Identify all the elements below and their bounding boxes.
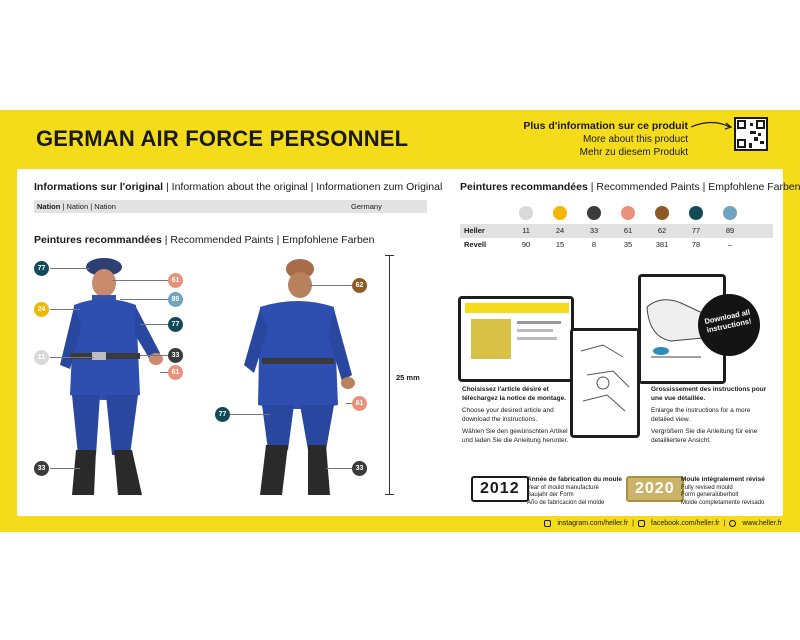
step2-en: Enlarge the instructions for a more detailed view. bbox=[651, 407, 751, 423]
badge-belt: 33 bbox=[168, 348, 183, 363]
download-all-badge[interactable]: Download all instructions! bbox=[692, 288, 766, 362]
step1-en: Choose your desired article and download the instructions. bbox=[462, 407, 554, 423]
tablet-screen-2 bbox=[570, 328, 640, 438]
badge-left-24: 24 bbox=[34, 302, 49, 317]
paint-table bbox=[460, 224, 773, 252]
heller-row bbox=[460, 224, 773, 238]
nation-value: Germany bbox=[351, 202, 382, 211]
heller-cell: 24 bbox=[555, 226, 565, 235]
page-title: GERMAN AIR FORCE PERSONNEL bbox=[36, 126, 409, 151]
paint-swatch bbox=[621, 206, 635, 220]
original-info-heading-rest: | Information about the original | Informationen zum Original bbox=[163, 181, 443, 193]
instagram-link[interactable]: instagram.com/heller.fr bbox=[557, 520, 629, 527]
paint-swatch bbox=[553, 206, 567, 220]
step2-text bbox=[651, 386, 771, 445]
badge-boot: 33 bbox=[34, 461, 49, 476]
revell-cell: 35 bbox=[623, 240, 633, 249]
step1-fr: Choisissez l'article désiré et téléchargez la notice de montage. bbox=[462, 386, 567, 402]
revell-cell: 78 bbox=[691, 240, 701, 249]
arrow-icon bbox=[690, 120, 734, 134]
more-info-fr: Plus d'information sur ce produit bbox=[523, 120, 688, 132]
step1-text bbox=[462, 386, 574, 445]
more-info-de: Mehr zu diesem Produkt bbox=[579, 147, 688, 158]
heller-cell: 33 bbox=[589, 226, 599, 235]
leader-line bbox=[50, 468, 80, 469]
more-info-en: More about this product bbox=[582, 134, 688, 145]
more-info-block bbox=[523, 120, 688, 159]
leader-line bbox=[50, 309, 80, 310]
heller-label: Heller bbox=[464, 226, 485, 235]
leader-line bbox=[230, 414, 270, 415]
instagram-icon bbox=[544, 520, 551, 527]
revised-year-text bbox=[681, 476, 765, 507]
badge-buckle: 11 bbox=[34, 350, 49, 365]
figure-back-illustration bbox=[238, 255, 358, 500]
website-link[interactable]: www.heller.fr bbox=[742, 520, 782, 527]
badge-back-body: 77 bbox=[215, 407, 230, 422]
revell-cell: 90 bbox=[521, 240, 531, 249]
globe-icon bbox=[729, 520, 736, 527]
badge-back-boot: 33 bbox=[352, 461, 367, 476]
revised-de: Form generalüberholt bbox=[681, 492, 739, 498]
leader-line bbox=[140, 324, 168, 325]
paints-right-heading-fr: Peintures recommandées bbox=[460, 181, 588, 193]
facebook-link[interactable]: facebook.com/heller.fr bbox=[651, 520, 720, 527]
mould-fr: Année de fabrication du moule bbox=[527, 476, 622, 483]
mould-de: Baujahr der Form bbox=[527, 492, 574, 498]
heller-cell: 11 bbox=[522, 226, 530, 235]
revell-label: Revell bbox=[464, 240, 487, 249]
revell-cell: 15 bbox=[555, 240, 565, 249]
paint-swatch bbox=[723, 206, 737, 220]
paints-left-heading-fr: Peintures recommandées bbox=[34, 234, 162, 246]
mould-es: Año de fabricación del molde bbox=[527, 499, 605, 506]
heller-cell: 61 bbox=[623, 226, 633, 235]
scale-bar bbox=[389, 255, 390, 495]
paint-swatch bbox=[655, 206, 669, 220]
original-info-heading-fr: Informations sur l'original bbox=[34, 181, 164, 193]
paint-swatch bbox=[519, 206, 533, 220]
revell-cell: – bbox=[727, 240, 733, 249]
revell-cell: 8 bbox=[591, 240, 597, 249]
leader-line bbox=[326, 468, 352, 469]
original-info-heading bbox=[34, 181, 442, 193]
revised-es: Molde completamente revisado bbox=[681, 499, 765, 506]
leader-line bbox=[160, 372, 168, 373]
revised-fr: Moule intégralement révisé bbox=[681, 476, 765, 483]
badge-jacket: 77 bbox=[168, 317, 183, 332]
badge-hand: 61 bbox=[168, 365, 183, 380]
scale-label: 25 mm bbox=[396, 373, 420, 382]
nation-label-rest: | Nation | Nation bbox=[60, 202, 116, 211]
heller-cell: 89 bbox=[725, 226, 735, 235]
leader-line bbox=[308, 285, 352, 286]
paints-right-heading bbox=[460, 181, 800, 193]
badge-collar: 89 bbox=[168, 292, 183, 307]
nation-row bbox=[34, 200, 427, 213]
leader-line bbox=[50, 357, 94, 358]
revised-en: Fully revised mould bbox=[681, 484, 733, 491]
footer-links: instagram.com/heller.fr | facebook.com/heller.fr | www.heller.fr bbox=[544, 520, 782, 527]
facebook-icon bbox=[638, 520, 645, 527]
badge-back-hand: 61 bbox=[352, 396, 367, 411]
badge-back-face: 62 bbox=[352, 278, 367, 293]
step2-fr: Grossissement des instructions pour une vue détaillée. bbox=[651, 386, 767, 402]
step1-de: Wählen Sie den gewünschten Artikel und laden Sie die Anleitung herunter. bbox=[462, 428, 569, 444]
paints-left-heading bbox=[34, 234, 374, 246]
leader-line bbox=[120, 299, 168, 300]
heller-cell: 77 bbox=[691, 226, 701, 235]
paint-swatch bbox=[689, 206, 703, 220]
leader-line bbox=[140, 355, 168, 356]
revell-row bbox=[460, 238, 773, 252]
instruction-sketch-icon bbox=[573, 331, 637, 435]
paint-swatch bbox=[587, 206, 601, 220]
badge-face: 61 bbox=[168, 273, 183, 288]
paints-right-heading-rest: | Recommended Paints | Empfohlene Farben bbox=[587, 181, 800, 193]
tablet-screen-1 bbox=[458, 296, 574, 382]
leader-line bbox=[112, 280, 168, 281]
figure-front-illustration bbox=[56, 255, 166, 500]
mould-en: Year of mould manufacture bbox=[527, 484, 599, 491]
heller-cell: 62 bbox=[657, 226, 667, 235]
paints-left-heading-rest: | Recommended Paints | Empfohlene Farben bbox=[161, 234, 375, 246]
qr-code-icon[interactable] bbox=[734, 117, 768, 151]
badge-hat: 77 bbox=[34, 261, 49, 276]
nation-label: Nation bbox=[37, 202, 61, 211]
step2-de: Vergrößern Sie die Anleitung für eine detailliertere Ansicht. bbox=[651, 428, 758, 444]
mould-year-badge: 2012 bbox=[471, 476, 529, 502]
revised-year-badge: 2020 bbox=[626, 476, 684, 502]
leader-line bbox=[50, 268, 90, 269]
mould-year-text bbox=[527, 476, 622, 507]
revell-cell: 381 bbox=[655, 240, 669, 249]
